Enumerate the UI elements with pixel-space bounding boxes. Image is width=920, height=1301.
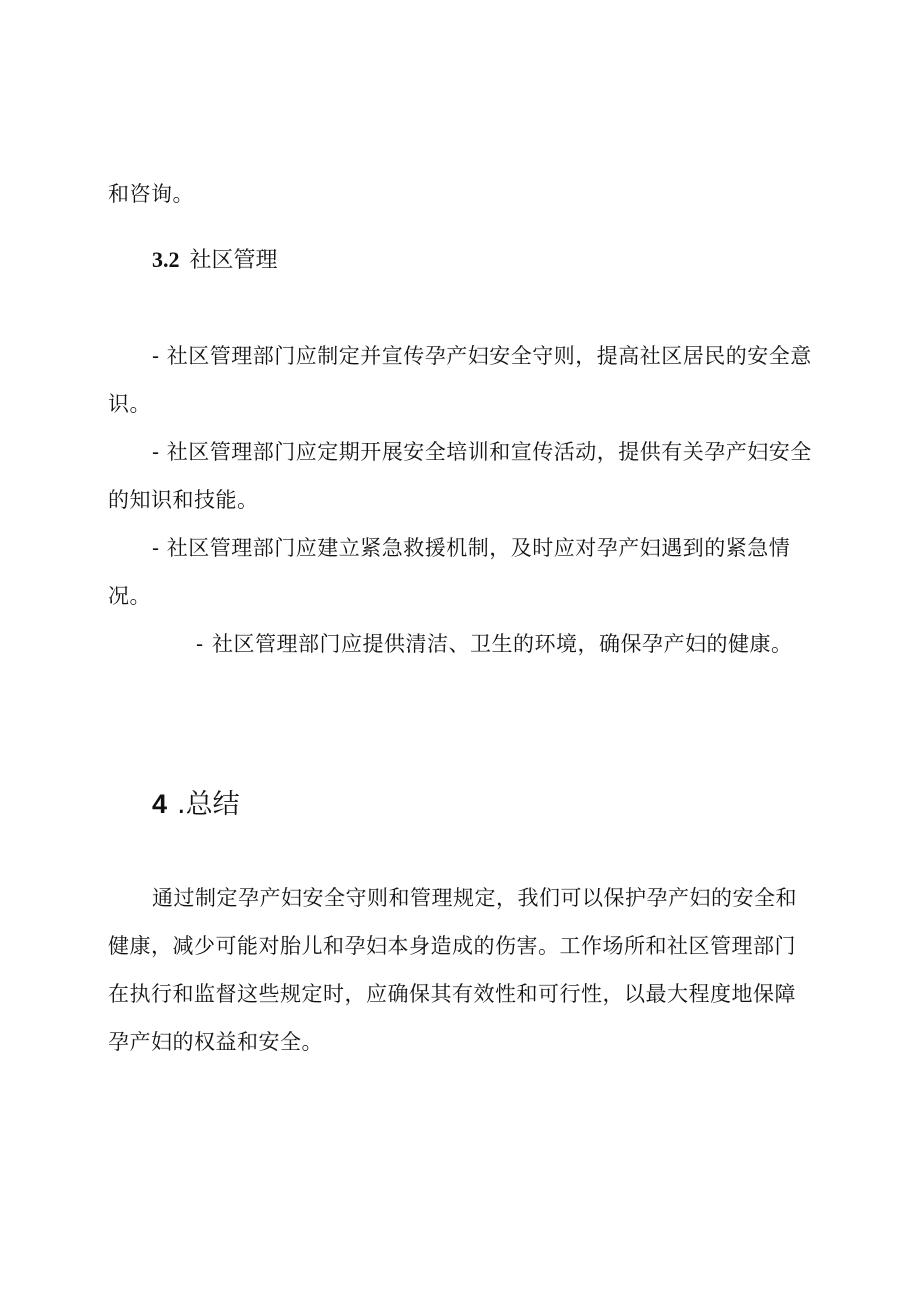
section-4-title: .总结 bbox=[177, 789, 240, 820]
bullet-item-3: - 社区管理部门应建立紧急救援机制，及时应对孕产妇遇到的紧急情况。 bbox=[108, 536, 791, 608]
bullet-item-4-text: 社区管理部门应提供清洁、卫生的环境，确保孕产妇的健康。 bbox=[212, 632, 793, 656]
bullet-item-4 bbox=[108, 620, 816, 668]
section-3-2-number: 3.2 bbox=[152, 247, 180, 272]
section-4-heading bbox=[152, 782, 240, 827]
summary-paragraph: 通过制定孕产妇安全守则和管理规定，我们可以保护孕产妇的安全和健康，减少可能对胎儿和孕妇本身造成的伤害。工作场所和社区管理部门在执行和监督这些规定时，应确保其有效性和可行性，以最大程度地保障孕产妇的权益和安全。 bbox=[108, 886, 797, 1054]
intro-line: 和咨询。 bbox=[108, 182, 194, 206]
bullet-item-1: - 社区管理部门应制定并宣传孕产妇安全守则，提高社区居民的安全意识。 bbox=[108, 344, 812, 416]
section-3-2-title: 社区管理 bbox=[189, 248, 278, 273]
bullet-item-2: - 社区管理部门应定期开展安全培训和宣传活动，提供有关孕产妇安全的知识和技能。 bbox=[108, 440, 812, 512]
section-3-2-heading bbox=[152, 240, 278, 281]
section-4-number: 4 bbox=[152, 789, 168, 819]
bullet-dash: - bbox=[196, 632, 204, 656]
